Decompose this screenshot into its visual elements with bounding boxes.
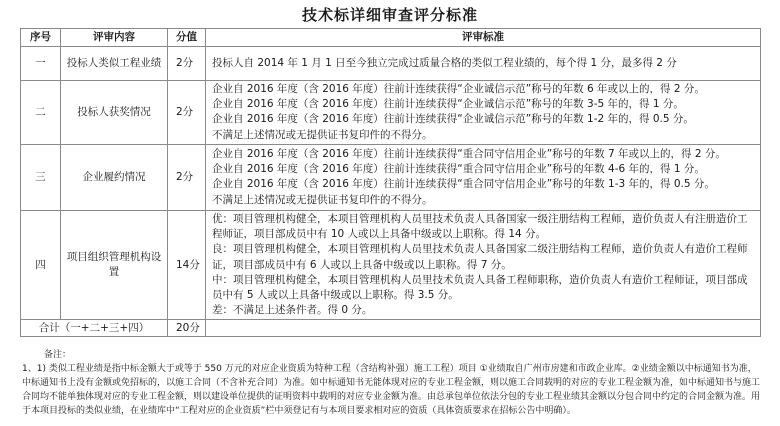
standard-line: 企业自 2016 年度（含 2016 年度）往前计连续获得“重合同守信用企业”称号的年数 1-3 年的，得 0.5 分。: [212, 178, 715, 191]
row-item: 企业履约情况: [61, 144, 168, 210]
standard-line: 不满足上述情况或无提供证书复印件的不得分。: [212, 128, 433, 141]
table-row: [21, 47, 761, 81]
standard-line: 企业自 2016 年度（含 2016 年度）往前计连续获得“重合同守信用企业”称号的年数 7 年或以上的，得 2 分。: [212, 147, 726, 160]
total-standard-empty: [206, 320, 761, 337]
standard-line: 优：项目管理机构健全，本项目管理机构人员里技术负责人具备国家一级注册结构工程师，造价负责人有注册造价工程师证，项目部成员中有 10 人或以上具备中级或以上职称。得 14 分。: [212, 212, 748, 241]
row-standard: [206, 47, 761, 81]
standard-line: 企业自 2016 年度（含 2016 年度）往前计连续获得“重合同守信用企业”称号的年数 4-6 年的，得 1 分。: [212, 163, 705, 176]
standard-line: 企业自 2016 年度（含 2016 年度）往前计连续获得“企业诚信示范”称号的年数 3-5 年的，得 1 分。: [212, 98, 684, 111]
row-standard: [206, 210, 761, 320]
table-header-row: [21, 29, 761, 47]
total-row: [21, 320, 761, 337]
row-no: 二: [21, 81, 61, 145]
row-standard: [206, 144, 761, 210]
row-score: 2分: [168, 81, 206, 145]
header-item: 评审内容: [61, 29, 168, 47]
header-no: 序号: [21, 29, 61, 47]
row-no: 一: [21, 47, 61, 81]
notes-heading: 备注：: [44, 350, 72, 360]
notes-body: 1、1) 类似工程业绩是指中标金额大于或等于 550 万元的对应企业资质为特种工程（含结构补强）施工工程）项目 ①业绩取自广州市房建和市政企业库。②业绩金额以中标通知书为准，中标通知书上没有金额或免招标的，以施工合同（不含补充合同）为准。如中标通知书无能体现对应的专业工程金额，则以施工合同载明的对应的专业工程金额为准，如中标通知书与施工合同均不能单独体现对应的专业工程金额，则以建设单位提供的证明资料中载明的对应专业金额为准。由总承包单位依法分包的专业工程业绩其金额以分包合同中约定的合同金额为准。用于本项目投标的类似业绩，在业绩库中“工程对应的企业资质”栏中须登记有与本项目要求相对应的资质（具体资质要求在招标公告中明确）。: [22, 364, 761, 416]
row-standard: [206, 81, 761, 145]
row-score: 2分: [168, 47, 206, 81]
standard-line: 良：项目管理机构健全，本项目管理机构人员里技术负责人具备国家二级注册结构工程师，造价负责人有造价工程师证，项目部成员中有 6 人或以上具备中级或以上职称。得 7 分。: [212, 243, 748, 271]
total-label: 合计（一+二+三+四）: [21, 320, 168, 337]
row-no: 三: [21, 144, 61, 210]
table-row: [21, 144, 761, 210]
row-score: 2分: [168, 144, 206, 210]
header-score: 分值: [168, 29, 206, 47]
standard-line: 不满足上述情况或无提供证书复印件的不得分。: [212, 193, 433, 206]
row-score: 14分: [168, 210, 206, 320]
header-standard: 评审标准: [206, 29, 761, 47]
standard-line: 企业自 2016 年度（含 2016 年度）往前计连续获得“企业诚信示范”称号的年数 6 年或以上的，得 2 分。: [212, 83, 705, 95]
row-item: 项目组织管理机构设置: [61, 210, 168, 320]
row-item: 投标人获奖情况: [61, 81, 168, 145]
total-score: 20分: [168, 320, 206, 337]
standard-line: 投标人自 2014 年 1 月 1 日至今独立完成过质量合格的类似工程业绩的，每个得 1 分，最多得 2 分: [212, 56, 677, 69]
table-row: [21, 81, 761, 145]
row-no: 四: [21, 210, 61, 320]
row-item: 投标人类似工程业绩: [61, 47, 168, 81]
scoring-table: [20, 28, 761, 337]
page-title: 技术标详细审查评分标准: [301, 6, 478, 24]
standard-line: 企业自 2016 年度（含 2016 年度）往前计连续获得“企业诚信示范”称号的年数 1-2 年的，得 0.5 分。: [212, 113, 694, 126]
standard-line: 差：不满足上述条件者。得 0 分。: [212, 304, 373, 317]
standard-line: 中：项目管理机构健全，本项目管理机构人员里技术负责人具备工程师职称，造价负责人有造价工程师证，项目部成员中有 5 人或以上具备中级或以上职称。得 3.5 分。: [212, 273, 748, 301]
table-row: [21, 210, 761, 320]
notes-section: [22, 348, 760, 418]
